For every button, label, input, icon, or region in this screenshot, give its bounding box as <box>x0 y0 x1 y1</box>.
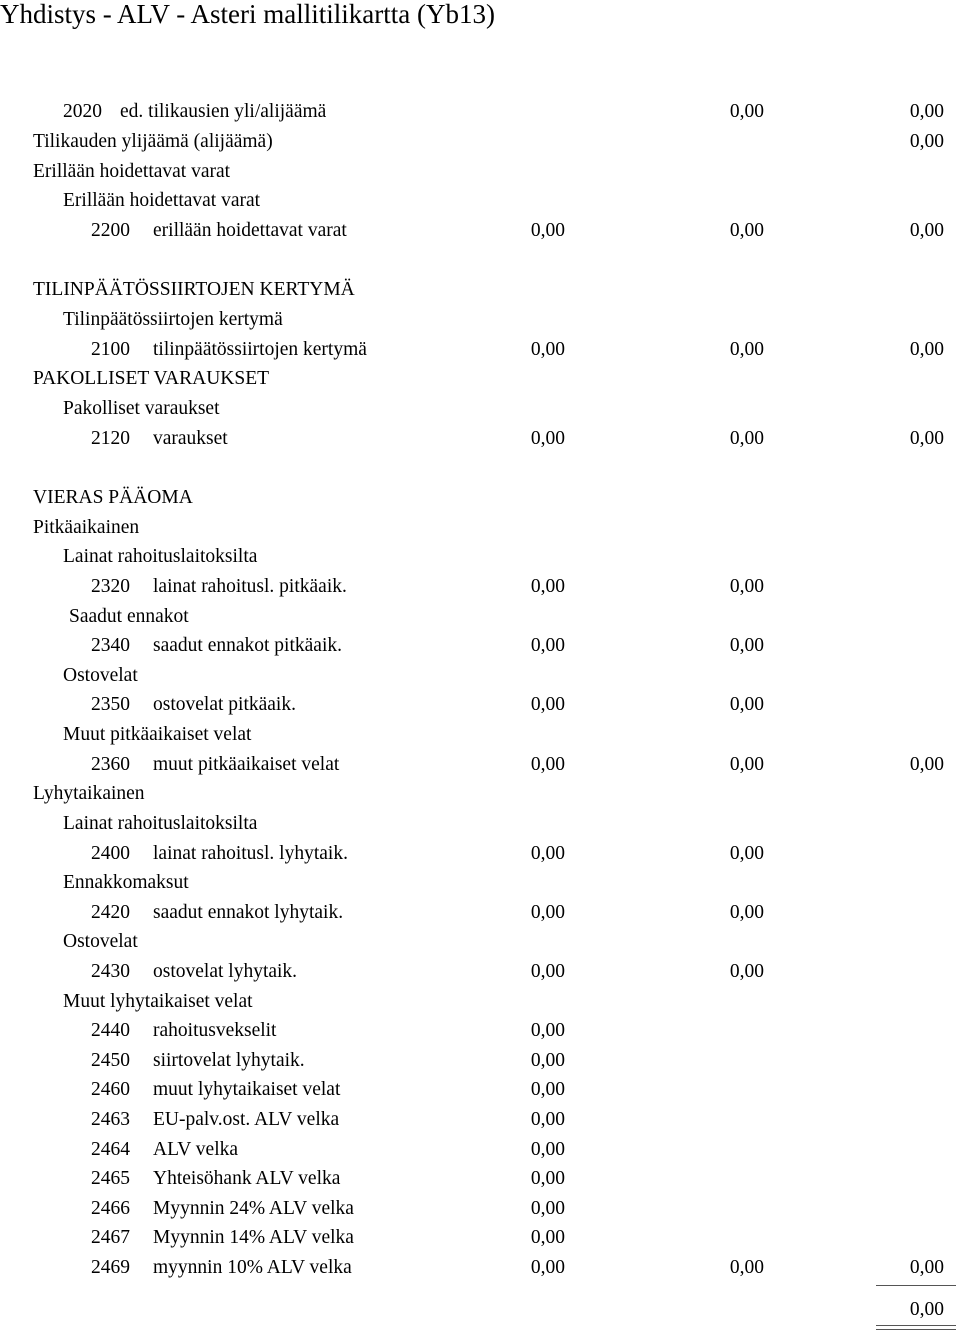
value-current: 0,00 <box>530 1168 565 1189</box>
subgroup-row <box>0 990 960 1020</box>
account-row <box>0 427 960 457</box>
subgroup-label: Muut pitkäaikaiset velat <box>63 724 252 745</box>
account-code: 2100 <box>91 339 130 360</box>
grand-total-value: 0,00 <box>909 1299 944 1320</box>
account-code: 2020 <box>63 101 102 122</box>
subgroup-row <box>0 812 960 842</box>
value-current: 0,00 <box>530 1050 565 1071</box>
value-total: 0,00 <box>909 131 944 152</box>
account-row <box>0 1019 960 1049</box>
account-code: 2467 <box>91 1227 130 1248</box>
section-label: PAKOLLISET VARAUKSET <box>33 368 270 389</box>
account-code: 2464 <box>91 1139 130 1160</box>
subgroup-label: Erillään hoidettavat varat <box>63 190 261 211</box>
subgroup-label: Tilinpäätössiirtojen kertymä <box>63 309 283 330</box>
group-label: Erillään hoidettavat varat <box>33 161 231 182</box>
value-previous: 0,00 <box>729 754 764 775</box>
value-current: 0,00 <box>530 902 565 923</box>
account-code: 2469 <box>91 1257 130 1278</box>
account-row <box>0 100 960 130</box>
account-code: 2120 <box>91 428 130 449</box>
subgroup-row <box>0 664 960 694</box>
section-label: TILINPÄÄTÖSSIIRTOJEN KERTYMÄ <box>33 279 355 300</box>
account-row <box>0 1167 960 1197</box>
account-name: lainat rahoitusl. pitkäaik. <box>153 576 347 597</box>
value-previous: 0,00 <box>729 902 764 923</box>
account-row <box>0 575 960 605</box>
value-current: 0,00 <box>530 694 565 715</box>
account-code: 2400 <box>91 843 130 864</box>
value-previous: 0,00 <box>729 101 764 122</box>
account-row <box>0 1226 960 1256</box>
section-row <box>0 486 960 516</box>
group-label: Lyhytaikainen <box>33 783 145 804</box>
value-previous: 0,00 <box>729 961 764 982</box>
group-row <box>0 130 960 160</box>
account-row <box>0 842 960 872</box>
account-name: EU-palv.ost. ALV velka <box>153 1109 340 1130</box>
value-current: 0,00 <box>530 220 565 241</box>
account-name: muut pitkäaikaiset velat <box>153 754 340 775</box>
value-previous: 0,00 <box>729 576 764 597</box>
value-total: 0,00 <box>909 428 944 449</box>
subgroup-label: Ostovelat <box>63 931 138 952</box>
value-current: 0,00 <box>530 428 565 449</box>
account-row <box>0 634 960 664</box>
account-name: ostovelat lyhytaik. <box>153 961 298 982</box>
value-current: 0,00 <box>530 843 565 864</box>
account-name: myynnin 10% ALV velka <box>153 1257 352 1278</box>
account-row <box>0 1197 960 1227</box>
subgroup-label: Pakolliset varaukset <box>63 398 220 419</box>
account-code: 2430 <box>91 961 130 982</box>
value-current: 0,00 <box>530 961 565 982</box>
value-previous: 0,00 <box>729 339 764 360</box>
account-row <box>0 219 960 249</box>
account-row <box>0 1138 960 1168</box>
subgroup-label: Ostovelat <box>63 665 138 686</box>
account-code: 2200 <box>91 220 130 241</box>
account-code: 2360 <box>91 754 130 775</box>
section-row <box>0 278 960 308</box>
value-current: 0,00 <box>530 1227 565 1248</box>
value-current: 0,00 <box>530 1079 565 1100</box>
account-row <box>0 901 960 931</box>
value-previous: 0,00 <box>729 428 764 449</box>
account-row <box>0 960 960 990</box>
value-previous: 0,00 <box>729 694 764 715</box>
subgroup-row <box>0 397 960 427</box>
account-code: 2460 <box>91 1079 130 1100</box>
subgroup-row <box>0 930 960 960</box>
section-label: VIERAS PÄÄOMA <box>33 487 193 508</box>
account-name: Myynnin 14% ALV velka <box>153 1227 354 1248</box>
value-total: 0,00 <box>909 754 944 775</box>
subgroup-row <box>0 723 960 753</box>
subgroup-label: Lainat rahoituslaitoksilta <box>63 546 258 567</box>
account-name: varaukset <box>153 428 228 449</box>
value-current: 0,00 <box>530 1257 565 1278</box>
account-code: 2340 <box>91 635 130 656</box>
value-previous: 0,00 <box>729 843 764 864</box>
group-row <box>0 782 960 812</box>
value-total: 0,00 <box>909 339 944 360</box>
section-row <box>0 367 960 397</box>
account-name: ALV velka <box>153 1139 239 1160</box>
account-row <box>0 1078 960 1108</box>
account-row <box>0 1049 960 1079</box>
value-current: 0,00 <box>530 754 565 775</box>
account-row <box>0 693 960 723</box>
page-title: Yhdistys - ALV - Asteri mallitilikartta (Yb13) <box>0 0 495 29</box>
subgroup-label: Muut lyhytaikaiset velat <box>63 991 253 1012</box>
account-row <box>0 338 960 368</box>
account-name: saadut ennakot lyhytaik. <box>153 902 344 923</box>
account-name: muut lyhytaikaiset velat <box>153 1079 341 1100</box>
account-name: ostovelat pitkäaik. <box>153 694 296 715</box>
value-previous: 0,00 <box>729 220 764 241</box>
value-total: 0,00 <box>909 1257 944 1278</box>
total-rule <box>876 1285 956 1286</box>
subgroup-row <box>0 605 960 635</box>
subgroup-label: Ennakkomaksut <box>63 872 189 893</box>
account-name: saadut ennakot pitkäaik. <box>153 635 342 656</box>
account-code: 2450 <box>91 1050 130 1071</box>
value-current: 0,00 <box>530 1139 565 1160</box>
account-row <box>0 753 960 783</box>
value-previous: 0,00 <box>729 1257 764 1278</box>
account-name: siirtovelat lyhytaik. <box>153 1050 305 1071</box>
account-row <box>0 1256 960 1286</box>
account-code: 2350 <box>91 694 130 715</box>
account-row <box>0 1108 960 1138</box>
account-name: Yhteisöhank ALV velka <box>153 1168 341 1189</box>
account-code: 2465 <box>91 1168 130 1189</box>
account-code: 2320 <box>91 576 130 597</box>
subgroup-row <box>0 545 960 575</box>
value-current: 0,00 <box>530 635 565 656</box>
value-current: 0,00 <box>530 576 565 597</box>
subgroup-row <box>0 308 960 338</box>
group-label: Tilikauden ylijäämä (alijäämä) <box>33 131 273 152</box>
double-underline-top <box>876 1325 956 1326</box>
subgroup-label: Lainat rahoituslaitoksilta <box>63 813 258 834</box>
group-row <box>0 516 960 546</box>
value-current: 0,00 <box>530 1020 565 1041</box>
group-row <box>0 160 960 190</box>
value-previous: 0,00 <box>729 635 764 656</box>
account-name: lainat rahoitusl. lyhytaik. <box>153 843 348 864</box>
value-current: 0,00 <box>530 1198 565 1219</box>
subgroup-row <box>0 189 960 219</box>
account-name: rahoitusvekselit <box>153 1020 277 1041</box>
account-name: erillään hoidettavat varat <box>153 220 347 241</box>
account-code: 2466 <box>91 1198 130 1219</box>
total-row <box>0 1298 960 1328</box>
subgroup-label: Saadut ennakot <box>69 606 189 627</box>
double-underline-bottom <box>876 1329 956 1330</box>
account-code: 2420 <box>91 902 130 923</box>
account-code: 2440 <box>91 1020 130 1041</box>
account-code: 2463 <box>91 1109 130 1130</box>
account-name: ed. tilikausien yli/alijäämä <box>120 101 327 122</box>
group-label: Pitkäaikainen <box>33 517 140 538</box>
value-current: 0,00 <box>530 339 565 360</box>
account-name: Myynnin 24% ALV velka <box>153 1198 354 1219</box>
value-current: 0,00 <box>530 1109 565 1130</box>
value-total: 0,00 <box>909 101 944 122</box>
account-name: tilinpäätössiirtojen kertymä <box>153 339 367 360</box>
value-total: 0,00 <box>909 220 944 241</box>
subgroup-row <box>0 871 960 901</box>
